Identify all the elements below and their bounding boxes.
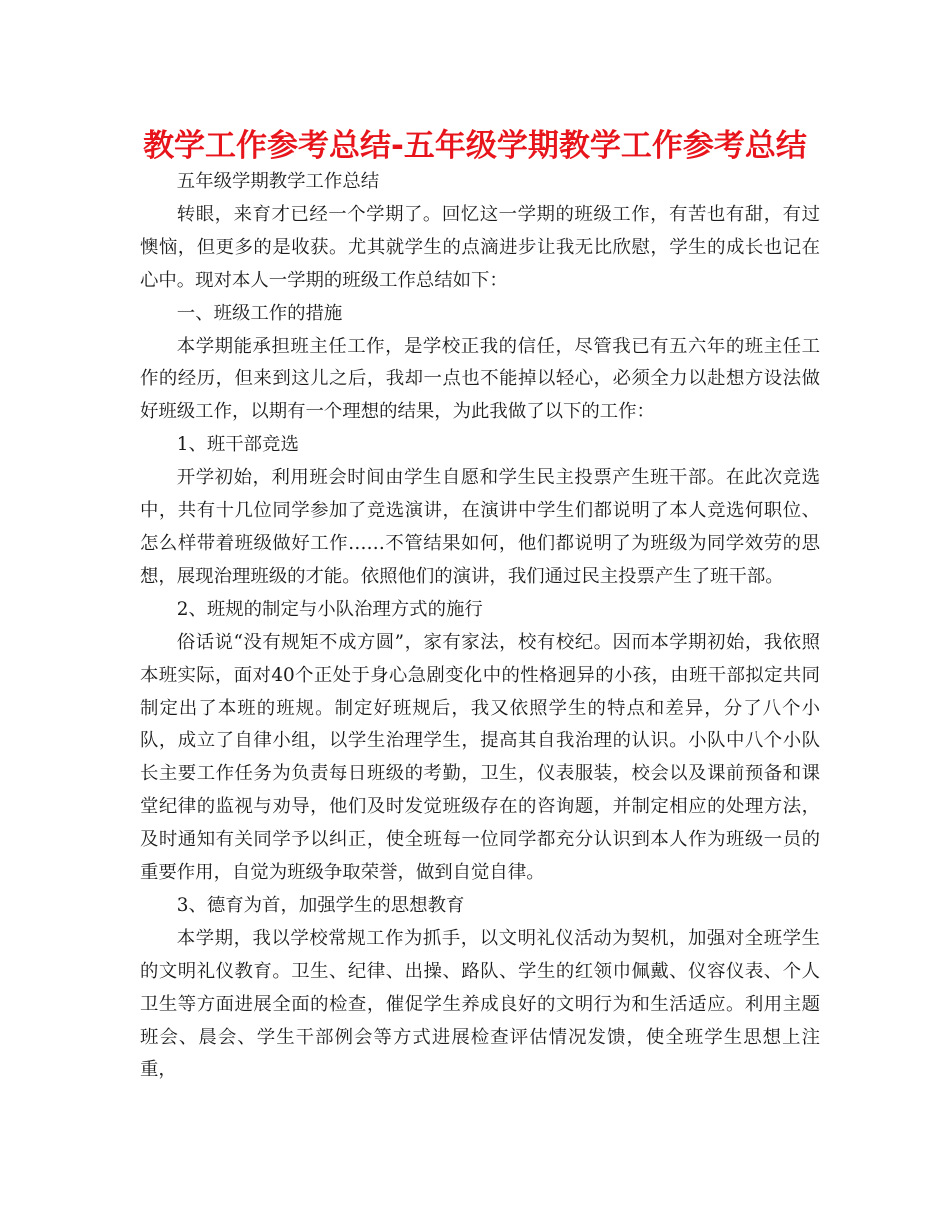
subsection-heading-1: 1、班干部竞选 xyxy=(176,434,299,456)
body-paragraph: 开学初始，利用班会时间由学生自愿和学生民主投票产生班干部。在此次竞选中，共有十几位同学参加了竞选演讲，在演讲中学生们都说明了本人竞选何职位、怎么样带着班级做好工作……不管结果如何，他们都说明了为班级为同学效劳的思想，展现治理班级的才能。依照他们的演讲，我们通过民主投票产生了班干部。 xyxy=(140,467,820,587)
body-paragraph: 本学期，我以学校常规工作为抓手，以文明礼仪活动为契机，加强对全班学生的文明礼仪教育。卫生、纪律、出操、路队、学生的红领巾佩戴、仪容仪表、个人卫生等方面进展全面的检查，催促学生养成良好的文明行为和生活适应。利用主题班会、晨会、学生干部例会等方式进展检查评估情况发馈，使全班学生思想上注重， xyxy=(140,927,820,1081)
intro-paragraph: 转眼，来育才已经一个学期了。回忆这一学期的班级工作，有苦也有甜，有过懊恼，但更多的是收获。尤其就学生的点滴进步让我无比欣慰，学生的成长也记在心中。现对本人一学期的班级工作总结如下： xyxy=(140,203,820,291)
document-title: 教学工作参考总结-五年级学期教学工作参考总结 xyxy=(143,128,807,164)
subsection-heading-3: 3、德育为首，加强学生的思想教育 xyxy=(176,894,465,916)
subtitle-paragraph: 五年级学期教学工作总结 xyxy=(176,171,380,192)
subsection-heading-2: 2、班规的制定与小队治理方式的施行 xyxy=(176,598,483,620)
body-paragraph: 俗话说“没有规矩不成方圆”，家有家法，校有校纪。因而本学期初始，我依照本班实际，面对40个正处于身心急剧变化中的性格迥异的小孩，由班干部拟定共同制定出了本班的班规。制定好班规后，我又依照学生的特点和差异，分了八个小队，成立了自律小组，以学生治理学生，提高其自我治理的认识。小队中八个小队长主要工作任务为负责每日班级的考勤，卫生，仪表服装，校会以及课前预备和课堂纪律的监视与劝导，他们及时发觉班级存在的咨询题，并制定相应的处理方法，及时通知有关同学予以纠正，使全班每一位同学都充分认识到本人作为班级一员的重要作用，自觉为班级争取荣誉，做到自觉自律。 xyxy=(140,631,820,884)
body-paragraph: 本学期能承担班主任工作，是学校正我的信任，尽管我已有五六年的班主任工作的经历，但来到这儿之后，我却一点也不能掉以轻心，必须全力以赴想方设法做好班级工作，以期有一个理想的结果，为此我做了以下的工作： xyxy=(140,335,820,423)
document-body xyxy=(140,166,820,1087)
section-heading-1: 一、班级工作的措施 xyxy=(176,302,343,324)
